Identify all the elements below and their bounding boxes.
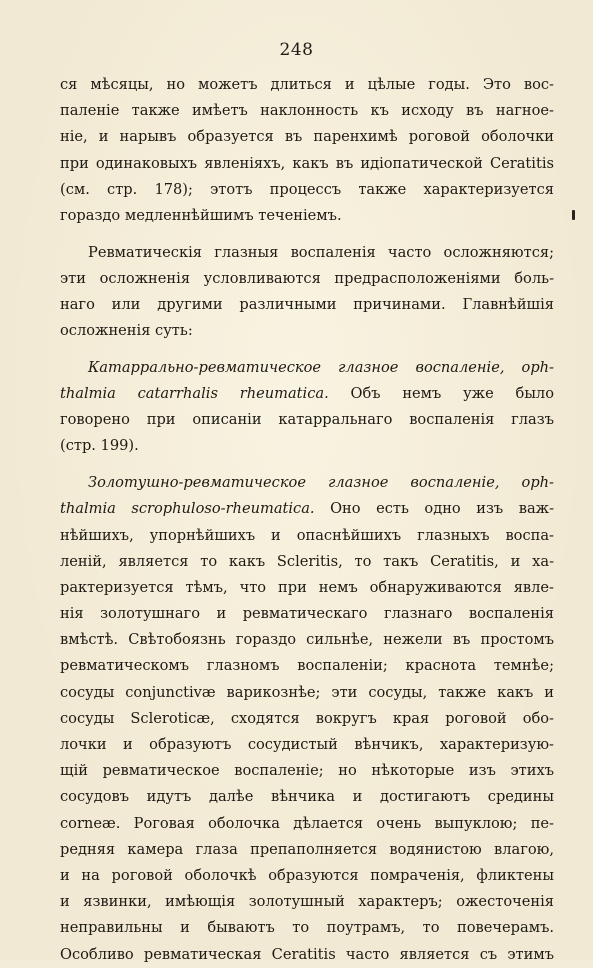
text-line: наго или другими различными причинами. Главнѣйшія: [60, 296, 554, 313]
text-line: эти осложненія условливаются предрасположеніями боль-: [60, 269, 554, 287]
text-line: щій ревматическое воспаленіе; но нѣкоторые изъ этихъ: [60, 762, 554, 780]
text-line: и язвинки, имѣющія золотушный характеръ; ожесточенія: [60, 893, 554, 911]
text-line: сосуды Scleroticæ, сходятся вокругъ края роговой обо-: [60, 709, 554, 727]
text-line: паленіе также имѣетъ наклонность къ исходу въ нагное-: [60, 102, 554, 120]
text-line: вмѣстѣ. Свѣтобоязнь гораздо сильнѣе, нежели въ простомъ: [60, 631, 554, 649]
italic-heading-line: Золотушно-ревматическое глазное воспаленіе, oph-: [88, 474, 554, 492]
text-line: при одинаковыхъ явленіяхъ, какъ въ идіопатической Ceratitis: [60, 154, 554, 172]
paragraph-4: [60, 470, 554, 968]
text-run: Оно есть одно изъ важ-: [314, 500, 554, 518]
text-line: лочки и образуютъ сосудистый вѣнчикъ, характеризую-: [60, 736, 554, 753]
paragraph-3: [60, 355, 554, 460]
text-line: Ревматическія глазныя воспаленія часто осложняются;: [88, 243, 554, 261]
text-line: и на роговой оболочкѣ образуются помраченія, фликтены: [60, 866, 554, 884]
italic-heading-line: Катаррально-ревматическое глазное воспаленіе, oph-: [88, 358, 554, 376]
page-body: [60, 72, 554, 968]
text-line: нѣйшихъ, упорнѣйшихъ и опаснѣйшихъ глазныхъ воспа-: [60, 526, 554, 544]
paragraph-1: [60, 72, 554, 229]
text-line: ревматическомъ глазномъ воспаленіи; краснота темнѣе;: [60, 657, 554, 675]
text-line: гораздо медленнѣйшимъ теченіемъ.: [60, 206, 342, 224]
text-line: (стр. 199).: [60, 437, 139, 455]
text-line: ся мѣсяцы, но можетъ длиться и цѣлые годы. Это вос-: [60, 76, 554, 93]
text-line: corneæ. Роговая оболочка дѣлается очень выпуклою; пе-: [60, 814, 554, 832]
text-line: [60, 381, 554, 407]
latin-term: thalmia scrophuloso-rheumatica.: [60, 500, 315, 518]
text-line: [60, 496, 554, 522]
text-line: нія золотушнаго и ревматическаго глазнаго воспаленія: [60, 605, 554, 623]
text-line: говорено при описаніи катарральнаго воспаленія глазъ: [60, 411, 554, 429]
text-line: ніе, и нарывъ образуется въ паренхимѣ роговой оболочки: [60, 128, 554, 146]
text-line: осложненія суть:: [60, 322, 193, 340]
text-line: редняя камера глаза препаполняется водянистою влагою,: [60, 840, 554, 858]
text-line: Особливо ревматическая Ceratitis часто является съ этимъ: [60, 945, 554, 963]
text-line: сосуды conjunctivæ варикознѣе; эти сосуды, также какъ и: [60, 683, 554, 701]
text-line: неправильны и бываютъ то поутрамъ, то повечерамъ.: [60, 919, 554, 937]
paragraph-2: [60, 240, 554, 345]
text-line: (см. стр. 178); этотъ процессъ также характеризуется: [60, 180, 554, 198]
text-line: леній, является то какъ Scleritis, то такъ Ceratitis, и ха-: [60, 552, 554, 570]
latin-term: thalmia catarrhalis rheumatica.: [60, 385, 329, 403]
page-number: 248: [279, 40, 314, 60]
page-edge-mark: [572, 210, 575, 220]
text-line: сосудовъ идутъ далѣе вѣнчика и достигаютъ средины: [60, 788, 554, 806]
text-run: Объ немъ уже было: [328, 385, 554, 403]
text-line: рактеризуется тѣмъ, что при немъ обнаруживаются явле-: [60, 578, 554, 596]
